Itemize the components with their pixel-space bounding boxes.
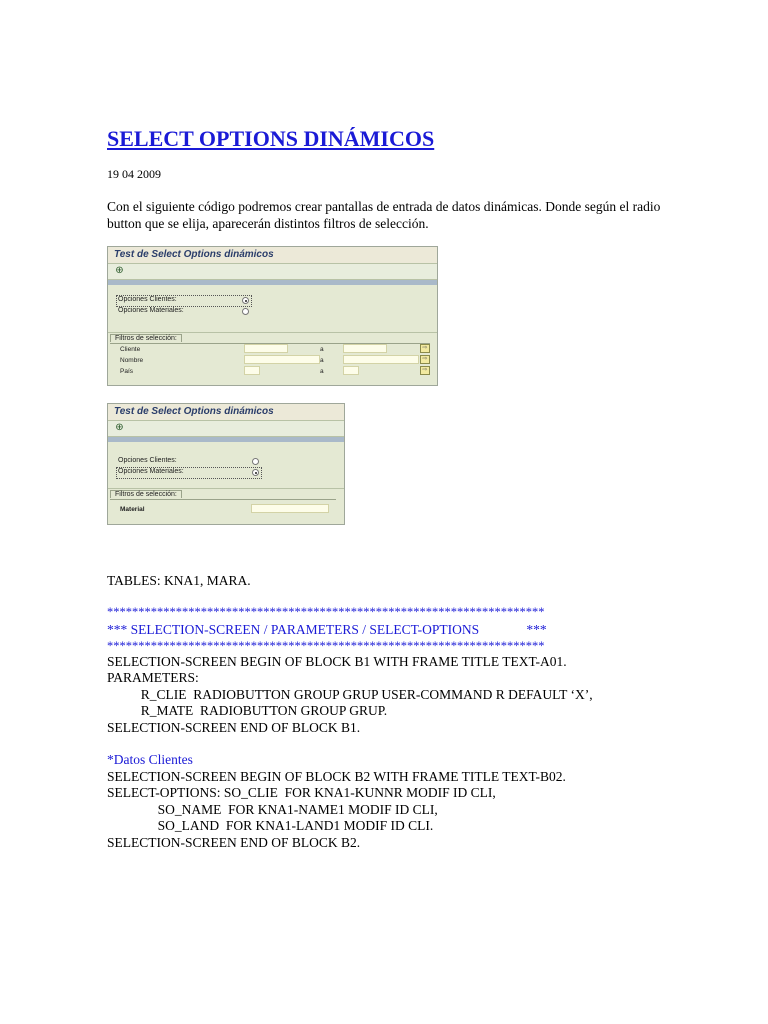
code-line: SO_NAME FOR KNA1-NAME1 MODIF ID CLI,	[107, 802, 438, 817]
frame-line	[110, 499, 336, 500]
field-label-cliente: Cliente	[120, 346, 141, 353]
sap-screen-title: Test de Select Options dinámicos	[108, 247, 437, 263]
radio-materiales	[242, 308, 249, 315]
code-line: R_CLIE RADIOBUTTON GROUP GRUP USER-COMMAND R DEFAULT ‘X’,	[107, 687, 593, 702]
sap-body	[108, 442, 344, 524]
frame-divider	[108, 332, 437, 333]
code-line: R_MATE RADIOBUTTON GROUP GRUP.	[107, 703, 388, 718]
screenshot-clientes	[107, 246, 438, 386]
post-date: 19 04 2009	[107, 167, 161, 181]
execute-icon: ⊕	[115, 422, 124, 433]
radio-label-clientes: Opciones Clientes:	[118, 457, 177, 464]
sap-body	[108, 285, 437, 385]
sap-toolbar	[108, 263, 437, 280]
radio-label-materiales: Opciones Materiales:	[118, 307, 184, 314]
to-label: a	[320, 368, 324, 375]
multiple-selection-icon: ⇨	[420, 355, 430, 364]
code-line: SELECT-OPTIONS: SO_CLIE FOR KNA1-KUNNR MODIF ID CLI,	[107, 785, 496, 800]
code-comment: *Datos Clientes	[107, 752, 193, 767]
code-line: PARAMETERS:	[107, 670, 199, 685]
radio-materiales	[252, 469, 259, 476]
sap-screen-title: Test de Select Options dinámicos	[108, 404, 344, 420]
code-line: SELECTION-SCREEN BEGIN OF BLOCK B1 WITH FRAME TITLE TEXT-A01.	[107, 654, 567, 669]
multiple-selection-icon: ⇨	[420, 366, 430, 375]
execute-icon: ⊕	[115, 265, 124, 276]
code-line: SO_LAND FOR KNA1-LAND1 MODIF ID CLI.	[107, 818, 434, 833]
code-comment-stars: **********************************************************************	[107, 639, 545, 653]
field-label-material: Material	[120, 506, 145, 513]
radio-label-materiales: Opciones Materiales:	[118, 468, 184, 475]
nombre-high-input	[343, 355, 419, 364]
page-title[interactable]: SELECT OPTIONS DINÁMICOS	[107, 126, 435, 151]
code-tables: TABLES: KNA1, MARA.	[107, 573, 251, 588]
radio-clientes	[252, 458, 259, 465]
to-label: a	[320, 346, 324, 353]
code-line: SELECTION-SCREEN BEGIN OF BLOCK B2 WITH FRAME TITLE TEXT-B02.	[107, 769, 566, 784]
cliente-high-input	[343, 344, 387, 353]
radio-label-clientes: Opciones Clientes:	[118, 296, 177, 303]
radio-clientes	[242, 297, 249, 304]
frame-label: Filtros de selección:	[110, 334, 182, 342]
field-label-nombre: Nombre	[120, 357, 144, 364]
nombre-low-input	[244, 355, 320, 364]
to-label: a	[320, 357, 324, 364]
code-comment-stars: **********************************************************************	[107, 605, 545, 619]
pais-high-input	[343, 366, 359, 375]
pais-low-input	[244, 366, 260, 375]
field-label-pais: País	[120, 368, 134, 375]
intro-paragraph: Con el siguiente código podremos crear pantallas de entrada de datos dinámicas. Donde según el radio button que se elija, aparecerán distintos filtros de selección.	[107, 199, 661, 231]
code-comment-header: *** SELECTION-SCREEN / PARAMETERS / SELECT-OPTIONS ***	[107, 622, 547, 637]
code-line: SELECTION-SCREEN END OF BLOCK B2.	[107, 835, 361, 850]
frame-label: Filtros de selección:	[110, 490, 182, 498]
multiple-selection-icon: ⇨	[420, 344, 430, 353]
screenshot-materiales	[107, 403, 345, 525]
frame-divider	[108, 488, 344, 489]
material-input	[251, 504, 329, 513]
code-line: SELECTION-SCREEN END OF BLOCK B1.	[107, 720, 361, 735]
sap-toolbar	[108, 420, 344, 437]
cliente-low-input	[244, 344, 288, 353]
